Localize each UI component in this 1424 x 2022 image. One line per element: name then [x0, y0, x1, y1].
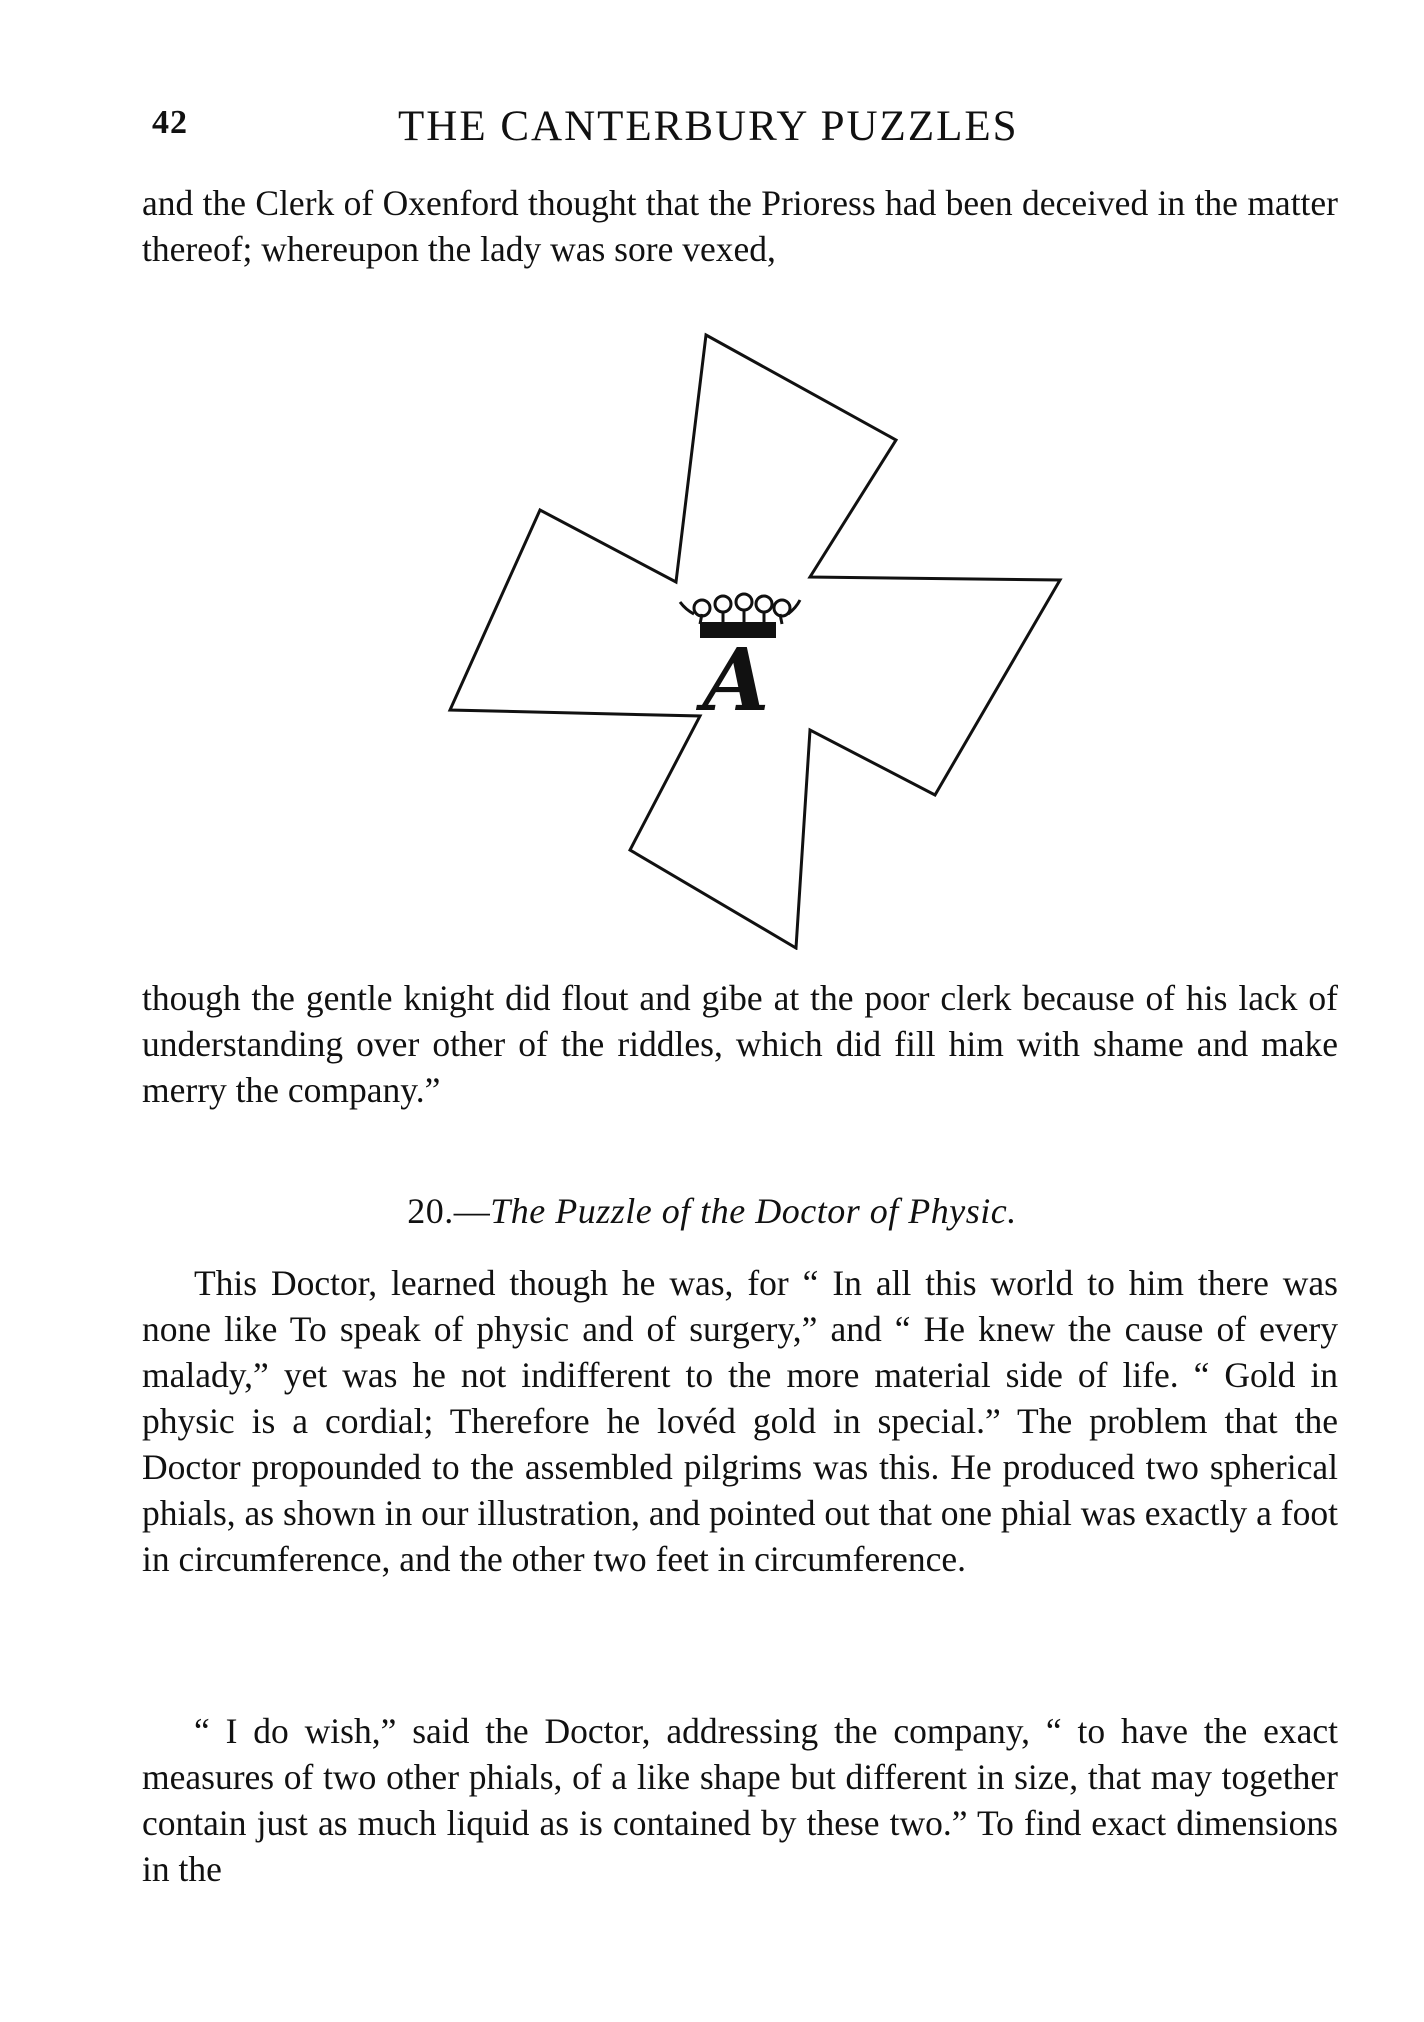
- page-number: 42: [152, 104, 188, 141]
- paragraph-intro: and the Clerk of Oxenford thought that the Prioress had been deceived in the matter thereof; whereupon the lady was sore vexed,: [142, 183, 1338, 269]
- paragraph-doctor-2: “ I do wish,” said the Doctor, addressing the company, “ to have the exact measures of two other phials, of a like shape but different in size, that may together contain just as much liquid as is contained by these two.” To find exact dimensions in the: [142, 1711, 1338, 1889]
- section-title: [0, 1190, 1424, 1232]
- cross-puzzle-figure: [430, 330, 1070, 950]
- monogram-letter: A: [702, 630, 770, 731]
- section-title-text: The Puzzle of the Doctor of Physic.: [490, 1191, 1017, 1231]
- section-number: 20.—: [407, 1191, 491, 1231]
- page-header: [148, 102, 1328, 162]
- paragraph-after-figure: though the gentle knight did flout and gibe at the poor clerk because of his lack of understanding over other of the riddles, which did fill him with shame and make merry the company.”: [142, 978, 1338, 1110]
- running-title: THE CANTERBURY PUZZLES: [398, 103, 1019, 150]
- paragraph-doctor-1: This Doctor, learned though he was, for “ In all this world to him there was none like To speak of physic and of surgery,” and “ He knew the cause of every malady,” yet was he not indifferent to the more material side of life. “ Gold in physic is a cordial; Therefore he lovéd gold in special.” The problem that the Doctor propounded to the assembled pilgrims was this. He produced two spherical phials, as shown in our illustration, and pointed out that one phial was exactly a foot in circumference, and the other two feet in circumference.: [142, 1263, 1338, 1579]
- cross-outline-drawing: [430, 330, 1070, 950]
